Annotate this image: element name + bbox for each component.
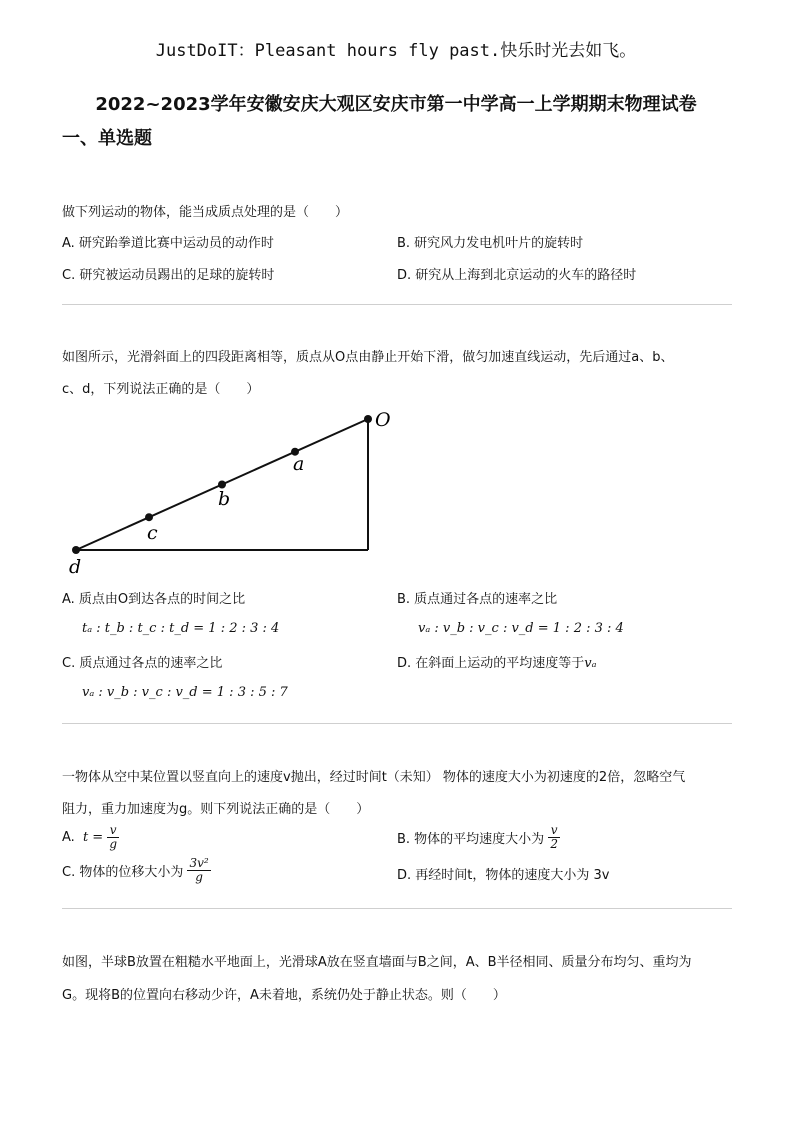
fraction-denominator: g xyxy=(195,870,203,884)
point-c-dot xyxy=(145,513,153,521)
q3-option-a-fraction xyxy=(107,824,119,851)
q2-stem-line1: 如图所示，光滑斜面上的四段距离相等，质点从O点由静止开始下滑，做匀加速直线运动，先后通过a、b、 xyxy=(62,350,674,365)
q2-option-c-formula: vₐ : v_b : v_c : v_d = 1 : 3 : 5 : 7 xyxy=(82,685,288,700)
q1-stem: 做下列运动的物体，能当成质点处理的是（ ） xyxy=(62,205,349,220)
fraction-numerator: v xyxy=(548,824,560,838)
label-o: O xyxy=(375,409,391,431)
incline-figure xyxy=(62,405,402,580)
q1-option-d: D. 研究从上海到北京运动的火车的路径时 xyxy=(397,268,637,283)
label-c: c xyxy=(147,522,158,544)
fraction-numerator: v xyxy=(107,824,119,838)
q4-stem-line2: G。现将B的位置向右移动少许，A未着地，系统仍处于静止状态。则（ ） xyxy=(62,988,506,1003)
fraction-denominator: 2 xyxy=(550,837,558,851)
point-d-dot xyxy=(72,546,80,554)
q3-option-d: D. 再经时间t，物体的速度大小为 3v xyxy=(397,868,610,883)
q3-option-b xyxy=(397,824,560,851)
q3-option-a-lhs: t = xyxy=(82,830,104,845)
q2-option-d xyxy=(397,652,597,671)
question-divider xyxy=(62,908,732,909)
q3-option-b-text: B. 物体的平均速度大小为 xyxy=(397,832,545,847)
q3-option-a xyxy=(62,824,119,851)
question-divider xyxy=(62,304,732,305)
q3-option-c-fraction xyxy=(187,857,210,884)
q3-option-c-text: C. 物体的位移大小为 xyxy=(62,865,184,880)
q2-option-b: B. 质点通过各点的速率之比 xyxy=(397,592,558,607)
section-heading: 一、单选题 xyxy=(62,128,152,149)
q1-option-c: C. 研究被运动员踢出的足球的旋转时 xyxy=(62,268,275,283)
point-o-dot xyxy=(364,415,372,423)
label-b: b xyxy=(218,488,231,510)
label-d: d xyxy=(69,556,82,578)
q2-option-a-formula: tₐ : t_b : t_c : t_d = 1 : 2 : 3 : 4 xyxy=(82,621,280,636)
q4-stem-line1: 如图，半球B放置在粗糙水平地面上，光滑球A放在竖直墙面与B之间，A、B半径相同、质量分布均匀、重均为 xyxy=(62,955,692,970)
q2-option-d-text: D. 在斜面上运动的平均速度等于 xyxy=(397,656,585,671)
question-divider xyxy=(62,723,732,724)
q1-option-a: A. 研究跆拳道比赛中运动员的动作时 xyxy=(62,236,274,251)
q2-option-d-formula: vₐ xyxy=(584,656,597,671)
q2-option-b-formula: vₐ : v_b : v_c : v_d = 1 : 2 : 3 : 4 xyxy=(418,621,624,636)
q3-option-c xyxy=(62,857,211,884)
page-header-motto: JustDoIT：Pleasant hours fly past.快乐时光去如飞。 xyxy=(155,41,637,61)
q2-option-c: C. 质点通过各点的速率之比 xyxy=(62,656,223,671)
exam-title: 2022~2023学年安徽安庆大观区安庆市第一中学高一上学期期末物理试卷 xyxy=(95,94,697,115)
q3-option-b-fraction xyxy=(548,824,560,851)
q2-option-a: A. 质点由O到达各点的时间之比 xyxy=(62,592,246,607)
fraction-denominator: g xyxy=(109,837,118,851)
q1-option-b: B. 研究风力发电机叶片的旋转时 xyxy=(397,236,584,251)
q3-stem-line1: 一物体从空中某位置以竖直向上的速度v抛出，经过时间t（未知） 物体的速度大小为初速度的2倍，忽略空气 xyxy=(62,770,686,785)
label-a: a xyxy=(293,453,305,475)
q3-option-a-label: A. xyxy=(62,830,75,845)
q2-stem-line2: c、d，下列说法正确的是（ ） xyxy=(62,382,260,397)
fraction-numerator: 3v² xyxy=(189,856,209,870)
q3-stem-line2: 阻力，重力加速度为g。则下列说法正确的是（ ） xyxy=(62,802,370,817)
